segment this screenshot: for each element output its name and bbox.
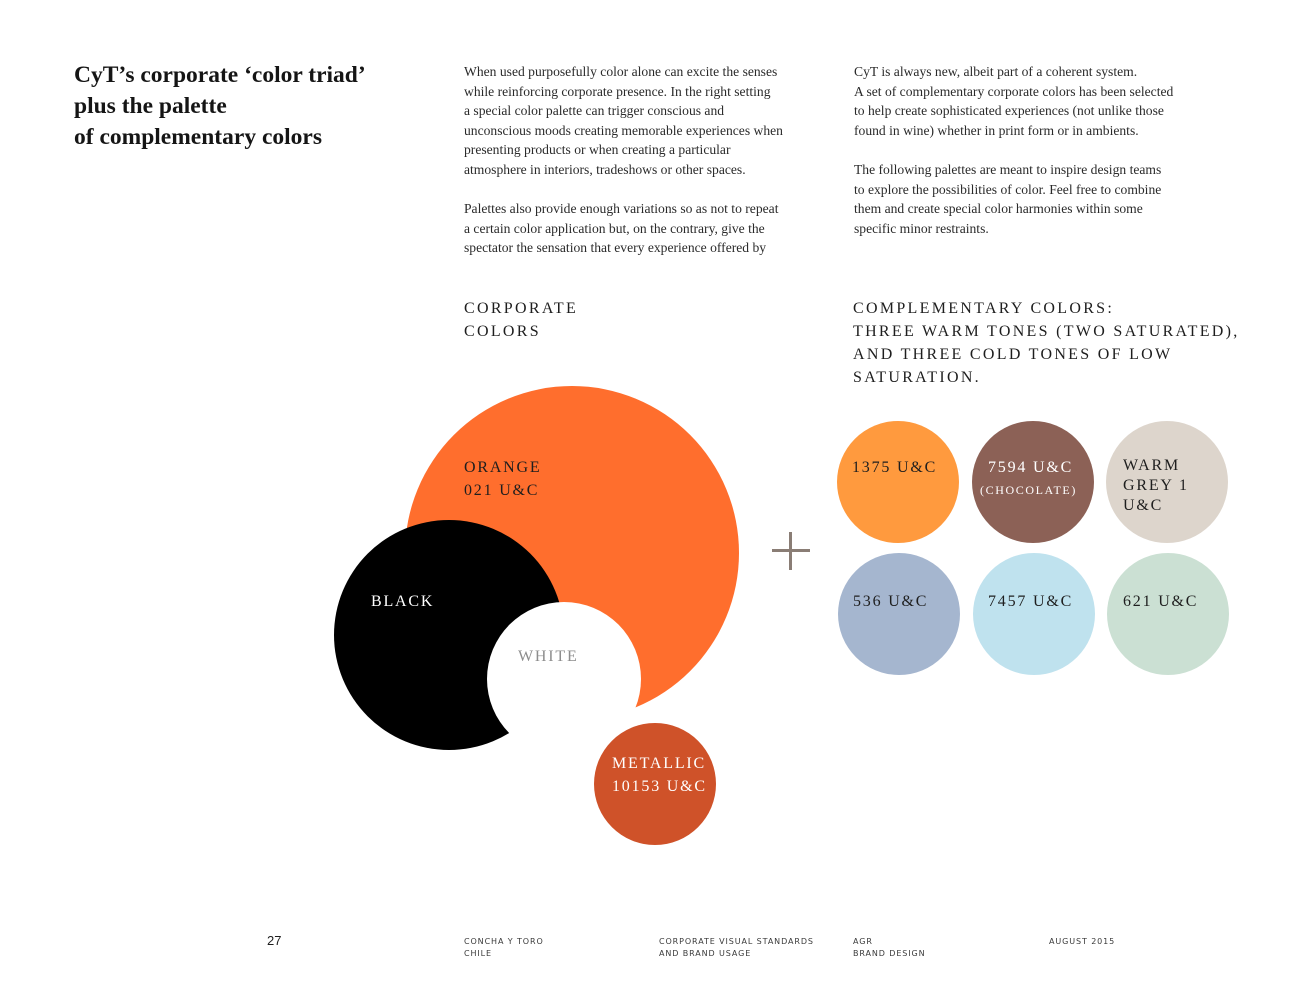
color-code: WARM <box>1123 457 1180 474</box>
plus-icon <box>772 532 810 570</box>
text-line: specific minor restraints. <box>854 220 989 236</box>
heading-line: COLORS <box>464 323 541 340</box>
text-line: spectator the sensation that every experience offered by <box>464 240 767 256</box>
intro-paragraph <box>854 160 1234 238</box>
intro-paragraph <box>854 62 1234 140</box>
page-title-line: of complementary colors <box>74 124 322 150</box>
complementary-swatch-536 <box>838 553 960 675</box>
corporate-colors-heading <box>464 297 578 343</box>
text-line: atmosphere in interiors, tradeshows or other spaces. <box>464 161 746 177</box>
text-line: presenting products or when creating a particular <box>464 142 731 158</box>
swatch-label <box>853 590 928 613</box>
footer-line: CONCHA Y TORO <box>464 937 544 946</box>
color-name: BLACK <box>371 593 435 610</box>
complementary-colors-heading <box>853 297 1240 389</box>
swatch-label <box>852 456 937 479</box>
swatch-label <box>1123 456 1189 516</box>
complementary-swatch-1375 <box>837 421 959 543</box>
footer-line: CHILE <box>464 948 492 958</box>
text-line: unconscious moods creating memorable experiences when <box>464 122 783 138</box>
color-name: ORANGE <box>464 459 542 476</box>
color-subname: (CHOCOLATE) <box>980 483 1077 497</box>
color-code: 7457 U&C <box>988 593 1074 610</box>
black-label <box>371 590 434 613</box>
text-line: them and create special color harmonies within some <box>854 201 1143 217</box>
text-line: a certain color application but, on the contrary, give the <box>464 220 765 236</box>
orange-label <box>464 456 541 502</box>
footer-document <box>659 936 814 959</box>
color-code: 10153 U&C <box>612 778 707 795</box>
color-code: 536 U&C <box>853 593 929 610</box>
footer-line: AND BRAND USAGE <box>659 948 752 958</box>
intro-paragraph <box>464 62 844 180</box>
heading-line: SATURATION. <box>853 369 981 386</box>
intro-column-right <box>854 62 1234 258</box>
footer-line: AUGUST 2015 <box>1049 937 1116 946</box>
text-line: a special color palette can trigger conscious and <box>464 103 725 119</box>
page-title <box>74 60 404 153</box>
color-name: METALLIC <box>612 755 706 772</box>
white-swatch <box>487 602 641 756</box>
color-code: 7594 U&C <box>988 459 1074 476</box>
color-code: GREY 1 <box>1123 477 1189 494</box>
text-line: to help create sophisticated experiences (not unlike those <box>854 103 1164 119</box>
color-code: U&C <box>1123 497 1164 514</box>
color-code: 021 U&C <box>464 482 540 499</box>
text-line: The following palettes are meant to inspire design teams <box>854 161 1162 177</box>
swatch-label <box>1123 590 1198 613</box>
footer-company <box>464 936 544 959</box>
heading-line: THREE WARM TONES (TWO SATURATED), <box>853 323 1240 340</box>
footer-line: AGR <box>853 937 873 946</box>
text-line: while reinforcing corporate presence. In the right setting <box>464 83 771 99</box>
intro-column-left <box>464 62 844 278</box>
color-code: 1375 U&C <box>852 459 938 476</box>
complementary-swatch-621 <box>1107 553 1229 675</box>
text-line: When used purposefully color alone can excite the senses <box>464 64 778 79</box>
text-line: CyT is always new, albeit part of a coherent system. <box>854 64 1138 79</box>
footer-line: CORPORATE VISUAL STANDARDS <box>659 937 814 946</box>
text-line: to explore the possibilities of color. Feel free to combine <box>854 181 1162 197</box>
white-label <box>518 645 579 668</box>
footer-date <box>1049 936 1115 948</box>
color-code: 621 U&C <box>1123 593 1199 610</box>
text-line: Palettes also provide enough variations so as not to repeat <box>464 201 779 217</box>
page-number: 27 <box>267 933 282 948</box>
heading-line: CORPORATE <box>464 300 579 317</box>
metallic-label <box>612 752 707 798</box>
swatch-label <box>988 590 1073 613</box>
page-title-line: CyT’s corporate ‘color triad’ <box>74 62 366 88</box>
swatch-label <box>980 456 1077 502</box>
text-line: A set of complementary corporate colors has been selected <box>854 83 1174 99</box>
intro-paragraph <box>464 199 844 258</box>
color-name: WHITE <box>518 648 579 665</box>
footer-line: BRAND DESIGN <box>853 948 926 958</box>
complementary-swatch-7457 <box>973 553 1095 675</box>
text-line: found in wine) whether in print form or in ambients. <box>854 122 1139 138</box>
footer-agency <box>853 936 926 959</box>
heading-line: AND THREE COLD TONES OF LOW <box>853 346 1173 363</box>
page-title-line: plus the palette <box>74 93 227 119</box>
heading-line: COMPLEMENTARY COLORS: <box>853 300 1115 317</box>
